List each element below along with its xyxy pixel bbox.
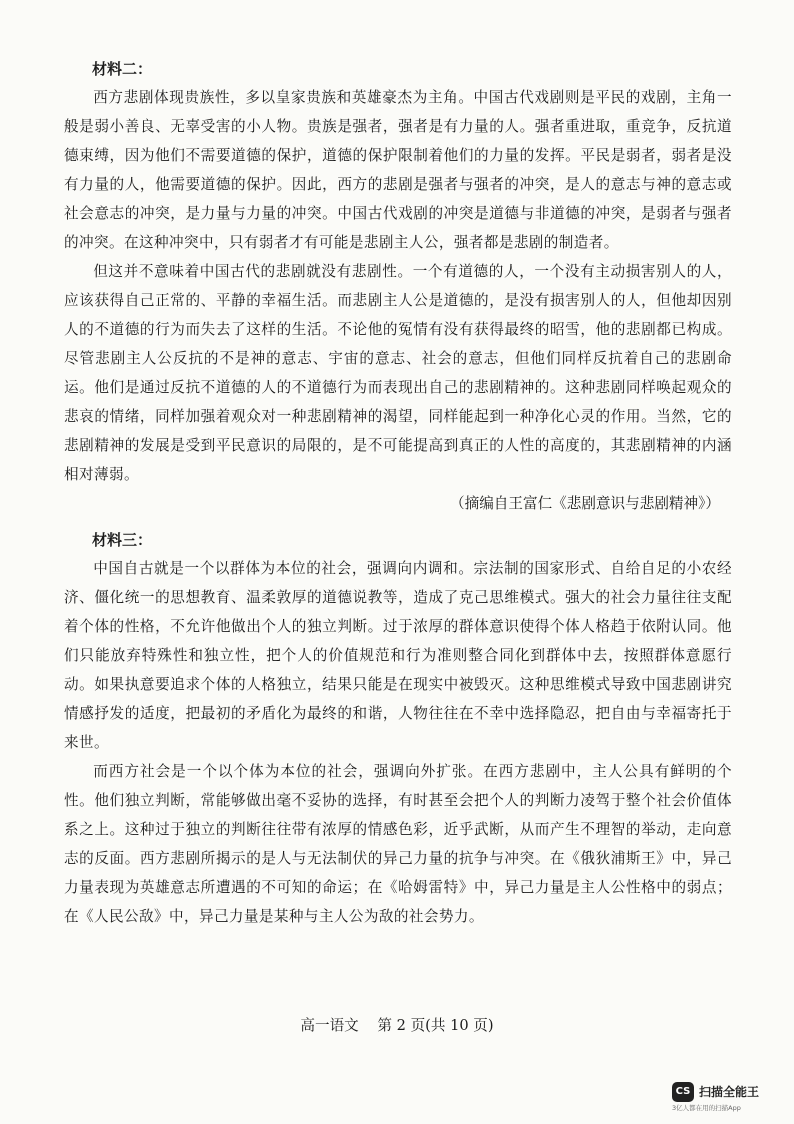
material-3-paragraph-1: 中国自古就是一个以群体为本位的社会，强调向内调和。宗法制的国家形式、自给自足的小农经济、僵化统一的思想教育、温柔敦厚的道德说教等，造成了克己思维模式。强大的社会力量往往支配着个体的性格，不允许他做出个人的独立判断。过于浓厚的群体意识使得个体人格趋于依附认同。他们只能放弃特殊性和独立性，把个人的价值规范和行为准则整合同化到群体中去，按照群体意愿行动。如果执意要追求个体的人格独立，结果只能是在现实中被毁灭。这种思维模式导致中国悲剧讲究情感抒发的适度，把最初的矛盾化为最终的和谐，人物往往在不幸中选择隐忍，把自由与幸福寄托于来世。 [64, 560, 732, 751]
document-page [64, 55, 732, 931]
material-2-source: （摘编自王富仁《悲剧意识与悲剧精神》） [450, 495, 720, 512]
material-2-paragraph-2: 但这并不意味着中国古代的悲剧就没有悲剧性。一个有道德的人，一个没有主动损害别人的人，应该获得自己正常的、平静的幸福生活。而悲剧主人公是道德的，是没有损害别人的人，但他却因别人的不道德的行为而失去了这样的生活。不论他的冤情有没有获得最终的昭雪，他的悲剧都已构成。尽管悲剧主人公反抗的不是神的意志、宇宙的意志、社会的意志，但他们同样反抗着自己的悲剧命运。他们是通过反抗不道德的人的不道德行为而表现出自己的悲剧精神的。这种悲剧同样唤起观众的悲哀的情绪，同样加强着观众对一种悲剧精神的渴望，同样能起到一种净化心灵的作用。当然，它的悲剧精神的发展是受到平民意识的局限的，是不可能提高到真正的人性的高度的，其悲剧精神的内涵相对薄弱。 [64, 263, 732, 483]
watermark-tagline: 3亿人都在用的扫描App [672, 1104, 741, 1112]
scanner-watermark [672, 1080, 780, 1114]
material-2-title: 材料二： [92, 60, 153, 78]
watermark-app-name: 扫描全能王 [699, 1085, 760, 1099]
page-footer [0, 1014, 794, 1035]
footer-page-number: 第 2 页(共 10 页) [377, 1017, 494, 1034]
material-2-paragraph-1: 西方悲剧体现贵族性，多以皇家贵族和英雄豪杰为主角。中国古代戏剧则是平民的戏剧，主角一般是弱小善良、无辜受害的小人物。贵族是强者，强者是有力量的人。强者重进取，重竞争，反抗道德束缚，因为他们不需要道德的保护，道德的保护限制着他们的力量的发挥。平民是弱者，弱者是没有力量的人，他需要道德的保护。因此，西方的悲剧是强者与强者的冲突，是人的意志与神的意志或社会意志的冲突，是力量与力量的冲突。中国古代戏剧的冲突是道德与非道德的冲突，是弱者与强者的冲突。在这种冲突中，只有弱者才有可能是悲剧主人公，强者都是悲剧的制造者。 [64, 89, 732, 251]
camscanner-logo-icon: CS [672, 1082, 694, 1102]
material-3-paragraph-2: 而西方社会是一个以个体为本位的社会，强调向外扩张。在西方悲剧中，主人公具有鲜明的个性。他们独立判断，常能够做出毫不妥协的选择，有时甚至会把个人的判断力凌驾于整个社会价值体系之上。这种过于独立的判断往往带有浓厚的情感色彩，近乎武断，从而产生不理智的举动，走向意志的反面。西方悲剧所揭示的是人与无法制伏的异己力量的抗争与冲突。在《俄狄浦斯王》中，异己力量表现为英雄意志所遭遇的不可知的命运；在《哈姆雷特》中，异己力量是主人公性格中的弱点；在《人民公敌》中，异己力量是某种与主人公为敌的社会势力。 [64, 763, 732, 925]
footer-subject: 高一语文 [300, 1017, 359, 1034]
material-3-title: 材料三： [92, 531, 153, 549]
